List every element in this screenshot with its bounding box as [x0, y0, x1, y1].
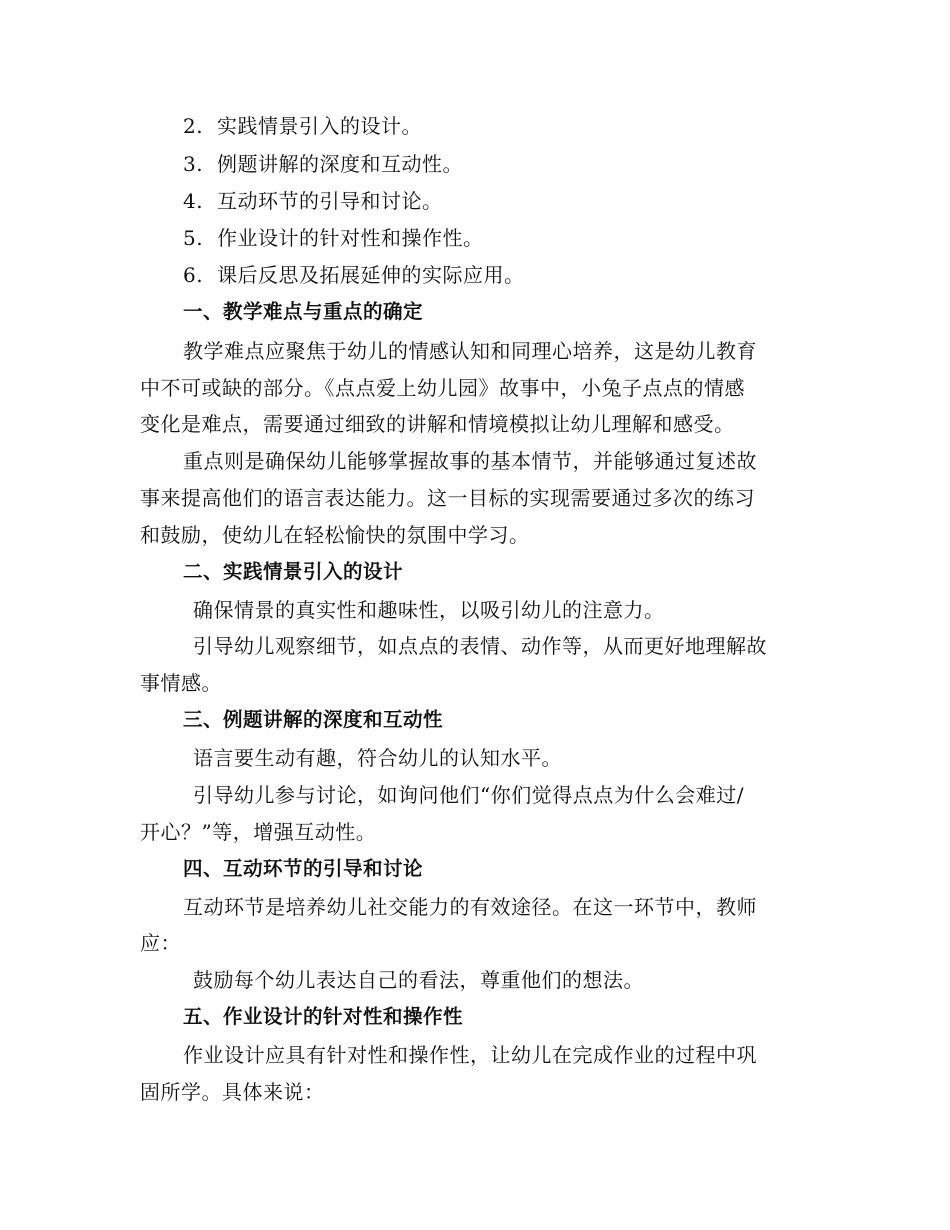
- paragraph-line: 和鼓励，使幼儿在轻松愉快的氛围中学习。: [140, 523, 530, 547]
- paragraph-line: 中不可或缺的部分。《点点爱上幼儿园》故事中，小兔子点点的情感: [140, 376, 745, 400]
- list-text: 互动环节的引导和讨论。: [217, 189, 443, 213]
- section-heading: 二、实践情景引入的设计: [183, 560, 404, 583]
- list-text: 作业设计的针对性和操作性。: [217, 226, 484, 250]
- paragraph-line: 确保情景的真实性和趣味性，以吸引幼儿的注意力。: [193, 598, 665, 622]
- paragraph-line: 教学难点应聚焦于幼儿的情感认知和同理心培养，这是幼儿教育: [183, 339, 757, 363]
- paragraph-line: 鼓励每个幼儿表达自己的看法，尊重他们的想法。: [193, 968, 644, 992]
- paragraph-line: 作业设计应具有针对性和操作性，让幼儿在完成作业的过程中巩: [183, 1043, 757, 1067]
- list-number: 5.: [183, 226, 204, 250]
- list-item: [183, 224, 484, 252]
- list-item: [183, 112, 422, 140]
- paragraph-line: 应：: [140, 931, 181, 955]
- list-text: 课后反思及拓展延伸的实际应用。: [217, 263, 525, 287]
- paragraph-line: 互动环节是培养幼儿社交能力的有效途径。在这一环节中，教师: [183, 895, 757, 919]
- paragraph-line: 引导幼儿观察细节，如点点的表情、动作等，从而更好地理解故: [193, 634, 767, 658]
- section-heading: 三、例题讲解的深度和互动性: [183, 708, 444, 731]
- list-item: [183, 261, 525, 289]
- section-heading: 五、作业设计的针对性和操作性: [183, 1005, 464, 1028]
- list-number: 2.: [183, 114, 204, 138]
- list-number: 4.: [183, 189, 204, 213]
- paragraph-line: 固所学。具体来说：: [140, 1080, 325, 1104]
- paragraph-line: 事来提高他们的语言表达能力。这一目标的实现需要通过多次的练习: [140, 486, 755, 510]
- section-heading: 一、教学难点与重点的确定: [183, 300, 424, 323]
- list-number: 6.: [183, 263, 204, 287]
- paragraph-line: 引导幼儿参与讨论，如询问他们“你们觉得点点为什么会难过/: [193, 783, 744, 807]
- paragraph-line: 语言要生动有趣，符合幼儿的认知水平。: [193, 746, 562, 770]
- list-item: [183, 150, 463, 178]
- section-heading: 四、互动环节的引导和讨论: [183, 857, 424, 880]
- paragraph-line: 重点则是确保幼儿能够掌握故事的基本情节，并能够通过复述故: [183, 449, 757, 473]
- paragraph-line: 事情感。: [140, 671, 222, 695]
- list-item: [183, 187, 443, 215]
- paragraph-line: 开心？”等，增强互动性。: [140, 820, 377, 844]
- list-text: 实践情景引入的设计。: [217, 114, 422, 138]
- list-text: 例题讲解的深度和互动性。: [217, 152, 463, 176]
- paragraph-line: 变化是难点，需要通过细致的讲解和情境模拟让幼儿理解和感受。: [140, 412, 735, 436]
- list-number: 3.: [183, 152, 204, 176]
